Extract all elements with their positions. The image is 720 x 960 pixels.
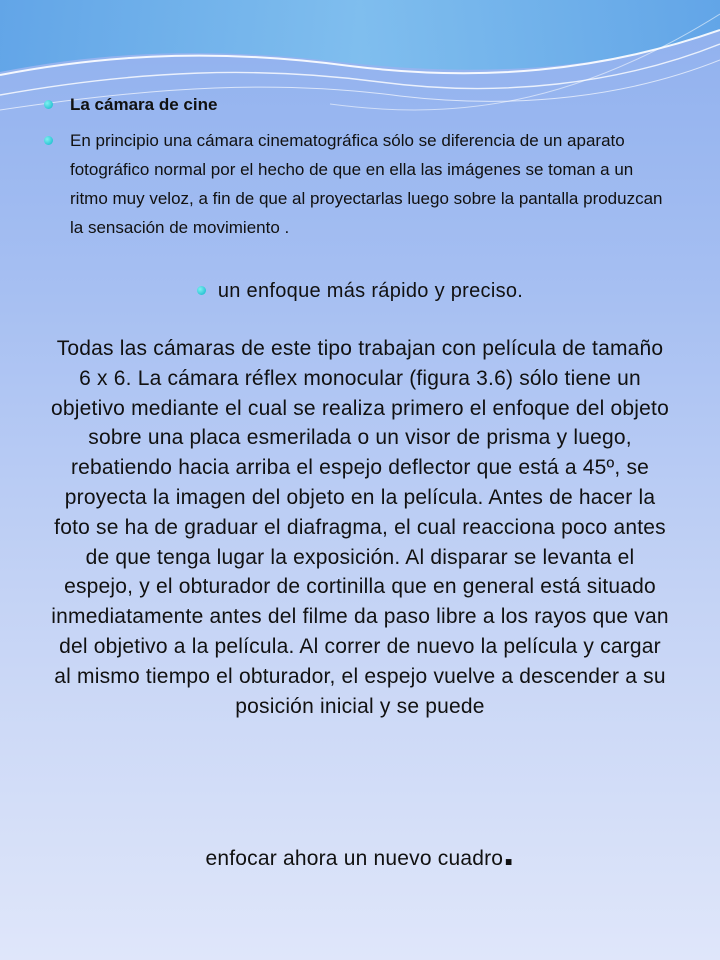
bullet-focus-text: un enfoque más rápido y preciso. [217, 280, 524, 302]
bullet-dot-icon [44, 136, 53, 145]
final-period: . [503, 830, 515, 874]
bullet-dot-icon [197, 286, 206, 295]
final-line [50, 830, 670, 875]
bullet-title-text: La cámara de cine [70, 95, 218, 114]
wave-band [0, 0, 720, 72]
bullet-item-body [40, 126, 670, 242]
bullet-body-text: En principio una cámara cinematográfica sólo se diferencia de un aparato fotográfico normal por el hecho de que en ella las imágenes se toman a un ritmo muy veloz, a fin de que al proyectarlas luego sobre la pantalla produzcan la sensación de movimiento . [70, 131, 663, 237]
final-line-text: enfocar ahora un nuevo cuadro [205, 847, 504, 870]
bullet-list [40, 92, 670, 242]
bullet-dot-icon [44, 100, 53, 109]
bullet-item-focus [50, 277, 670, 305]
bullet-item-title [40, 92, 670, 118]
main-paragraph: Todas las cámaras de este tipo trabajan con película de tamaño 6 x 6. La cámara réflex monocular (figura 3.6) sólo tiene un objetivo mediante el cual se realiza primero el enfoque del objeto sobre una placa esmerilada o un visor de prisma y luego, rebatiendo hacia arriba el espejo deflector que está a 45º, se proyecta la imagen del objeto en la película. Antes de hacer la foto se ha de graduar el diafragma, el cual reacciona poco antes de que tenga lugar la exposición. Al disparar se levanta el espejo, y el obturador de cortinilla que en general está situado inmediatamente antes del filme da paso libre a los rayos que van del objetivo a la película. Al correr de nuevo la película y cargar al mismo tiempo el obturador, el espejo vuelve a descender a su posición inicial y se puede [51, 337, 669, 718]
